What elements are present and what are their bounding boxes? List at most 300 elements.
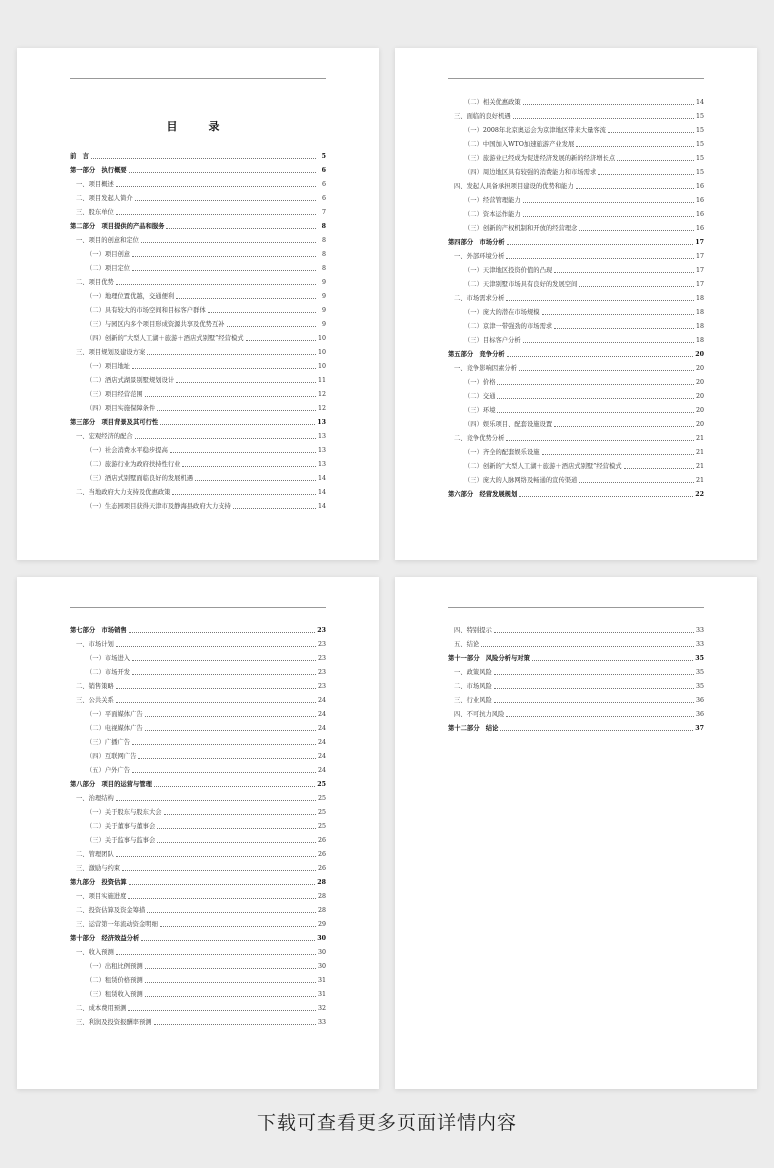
toc-entry (70, 943, 326, 957)
toc-dot-leader (116, 214, 316, 215)
toc-dot-leader (172, 494, 316, 495)
toc-dot-leader (494, 702, 694, 703)
toc-entry (70, 747, 326, 761)
toc-entry (70, 1013, 326, 1027)
header-rule (448, 607, 704, 608)
toc-entry-page-number: 13 (317, 447, 326, 454)
toc-entry-page-number: 30 (317, 949, 326, 956)
toc-entry-page-number: 13 (317, 419, 326, 426)
toc-dot-leader (598, 174, 694, 175)
toc-entry (448, 429, 704, 443)
toc-dot-leader (170, 452, 316, 453)
toc-dot-leader (160, 424, 315, 425)
toc-entry-title: （四）创新的“大型人工湖＋旅游＋酒店式别墅”经营模式 (86, 335, 244, 342)
toc-dot-leader (233, 508, 316, 509)
toc-entry-page-number: 9 (321, 279, 326, 286)
toc-dot-leader (506, 258, 694, 259)
toc-entry (448, 485, 704, 499)
toc-entry-page-number: 20 (695, 407, 704, 414)
toc-entry-page-number: 25 (317, 809, 326, 816)
toc-entry-page-number: 23 (317, 641, 326, 648)
toc-entry (448, 261, 704, 275)
toc-entry-title: （三）关于监事与监事会 (86, 837, 156, 844)
toc-entry (448, 635, 704, 649)
toc-entry-title: （一）出租比例预测 (86, 963, 143, 970)
toc-entry-title: 一、项目的创意和定位 (76, 237, 139, 244)
toc-entry (70, 817, 326, 831)
toc-entry (448, 691, 704, 705)
toc-entry-page-number: 30 (317, 963, 326, 970)
toc-entry-page-number: 15 (695, 155, 704, 162)
toc-entry-page-number: 12 (317, 405, 326, 412)
toc-dot-leader (116, 186, 316, 187)
toc-entry-title: （四）周边地区具有较强的消费能力和市场需求 (464, 169, 597, 176)
toc-entry-title: 第八部分 项目的运营与管理 (70, 781, 152, 788)
toc-entry (70, 357, 326, 371)
toc-dot-leader (617, 160, 694, 161)
toc-entry (448, 233, 704, 247)
toc-dot-leader (122, 870, 316, 871)
toc-dot-leader (579, 286, 694, 287)
toc-entry (70, 175, 326, 189)
toc-entry (70, 189, 326, 203)
toc-dot-leader (132, 256, 316, 257)
toc-entry-title: 三、股东单位 (76, 209, 114, 216)
toc-entry-page-number: 20 (695, 421, 704, 428)
toc-dot-leader (129, 172, 316, 173)
toc-entry-page-number: 31 (317, 977, 326, 984)
toc-entry-title: 一、政策风险 (454, 669, 492, 676)
toc-entry-title: 前 言 (70, 153, 89, 160)
toc-entry (448, 275, 704, 289)
toc-entry-title: 三、激励与约束 (76, 865, 121, 872)
toc-entry-page-number: 17 (695, 239, 704, 246)
toc-entry (448, 247, 704, 261)
toc-dot-leader (523, 216, 694, 217)
toc-entry-title: 二、项目发起人简介 (76, 195, 133, 202)
toc-entry-title: 五、结论 (454, 641, 480, 648)
toc-entry (448, 149, 704, 163)
toc-entry-title: （一）平面媒体广告 (86, 711, 143, 718)
toc-dot-leader (576, 146, 694, 147)
toc-dot-leader (246, 340, 316, 341)
toc-entry-title: （四）互联网广告 (86, 753, 137, 760)
toc-entry-title: （二）天津别墅市场具有良好的发展空间 (464, 281, 578, 288)
toc-heading: 目 录 (166, 120, 230, 133)
toc-entry (448, 359, 704, 373)
toc-entry (70, 371, 326, 385)
header-rule (448, 78, 704, 79)
toc-dot-leader (145, 396, 316, 397)
toc-entry-page-number: 6 (321, 195, 326, 202)
toc-entry-title: （四）项目实施保障条件 (86, 405, 156, 412)
toc-list (70, 621, 326, 1027)
toc-entry-title: （一）社会消费水平稳步提高 (86, 447, 168, 454)
toc-entry-title: （一）项目地址 (86, 363, 131, 370)
toc-dot-leader (523, 202, 694, 203)
toc-dot-leader (116, 688, 316, 689)
toc-entry-page-number: 24 (317, 753, 326, 760)
toc-dot-leader (145, 982, 316, 983)
toc-entry-title: 第九部分 投资估算 (70, 879, 127, 886)
toc-entry-page-number: 35 (695, 669, 704, 676)
toc-dot-leader (132, 674, 316, 675)
toc-dot-leader (157, 828, 316, 829)
toc-entry-page-number: 23 (317, 627, 326, 634)
toc-entry (70, 287, 326, 301)
toc-entry-page-number: 16 (695, 197, 704, 204)
toc-entry-title: 第七部分 市场销售 (70, 627, 127, 634)
toc-entry-title: （二）租赁价格预测 (86, 977, 143, 984)
toc-entry-title: （三）与园区内多个项目形成资源共享及优势互补 (86, 321, 225, 328)
toc-entry-page-number: 8 (321, 251, 326, 258)
toc-entry-page-number: 9 (321, 307, 326, 314)
toc-entry-page-number: 15 (695, 141, 704, 148)
toc-entry-page-number: 13 (317, 461, 326, 468)
toc-entry-page-number: 14 (695, 99, 704, 106)
toc-dot-leader (506, 300, 694, 301)
toc-entry-title: 第一部分 执行概要 (70, 167, 127, 174)
toc-dot-leader (135, 438, 316, 439)
toc-entry (70, 859, 326, 873)
toc-entry-page-number: 25 (317, 823, 326, 830)
toc-dot-leader (154, 786, 315, 787)
toc-dot-leader (519, 370, 694, 371)
toc-entry-title: （二）中国加入WTO加速旅游产业发展 (464, 141, 575, 148)
toc-dot-leader (494, 688, 694, 689)
toc-entry-page-number: 28 (317, 907, 326, 914)
toc-entry-page-number: 26 (317, 865, 326, 872)
toc-entry-page-number: 20 (695, 365, 704, 372)
toc-entry (448, 373, 704, 387)
toc-entry (70, 789, 326, 803)
toc-dot-leader (513, 118, 694, 119)
toc-entry (70, 161, 326, 175)
toc-entry-page-number: 20 (695, 393, 704, 400)
toc-entry-page-number: 23 (317, 669, 326, 676)
toc-entry-page-number: 15 (695, 113, 704, 120)
toc-list (70, 147, 326, 511)
toc-entry (70, 231, 326, 245)
toc-entry-page-number: 14 (317, 489, 326, 496)
toc-entry-title: 一、项目实施进度 (76, 893, 127, 900)
toc-entry-title: （三）目标客户分析 (464, 337, 521, 344)
toc-entry-page-number: 21 (695, 435, 704, 442)
toc-dot-leader (542, 314, 694, 315)
toc-dot-leader (519, 496, 693, 497)
toc-entry-page-number: 10 (317, 349, 326, 356)
toc-entry-title: 二、项目优势 (76, 279, 114, 286)
toc-entry-page-number: 24 (317, 697, 326, 704)
toc-entry-title: 第十部分 经济效益分析 (70, 935, 140, 942)
toc-dot-leader (164, 814, 316, 815)
toc-dot-leader (154, 1024, 316, 1025)
toc-entry-title: 第四部分 市场分析 (448, 239, 505, 246)
toc-entry (70, 455, 326, 469)
toc-entry-title: （一）2008年北京奥运会为京津地区带来大量客流 (464, 127, 606, 134)
toc-entry-page-number: 23 (317, 683, 326, 690)
toc-dot-leader (132, 660, 316, 661)
toc-entry-title: （三）旅游业已经成为促进经济发展的新的经济增长点 (464, 155, 616, 162)
toc-entry (70, 621, 326, 635)
toc-entry (70, 343, 326, 357)
toc-dot-leader (132, 270, 316, 271)
toc-dot-leader (145, 996, 316, 997)
toc-dot-leader (176, 298, 316, 299)
toc-entry-page-number: 33 (317, 1019, 326, 1026)
toc-entry-page-number: 25 (317, 781, 326, 788)
toc-entry (70, 775, 326, 789)
toc-entry (448, 457, 704, 471)
toc-entry (70, 497, 326, 511)
toc-entry-page-number: 10 (317, 363, 326, 370)
toc-entry-page-number: 11 (317, 377, 326, 384)
toc-entry (70, 985, 326, 999)
toc-entry-title: （五）户外广告 (86, 767, 131, 774)
toc-entry (70, 929, 326, 943)
toc-entry-page-number: 24 (317, 711, 326, 718)
toc-entry (448, 387, 704, 401)
toc-entry (70, 413, 326, 427)
toc-entry (70, 915, 326, 929)
toc-entry-page-number: 16 (695, 211, 704, 218)
toc-dot-leader (481, 646, 694, 647)
toc-entry (448, 163, 704, 177)
toc-entry-page-number: 15 (695, 127, 704, 134)
toc-dot-leader (500, 730, 693, 731)
toc-entry-title: 第五部分 竞争分析 (448, 351, 505, 358)
toc-entry-page-number: 21 (695, 463, 704, 470)
toc-dot-leader (523, 104, 694, 105)
toc-entry-page-number: 8 (321, 223, 326, 230)
toc-entry-title: 第六部分 经营发展规划 (448, 491, 518, 498)
toc-entry (448, 471, 704, 485)
toc-entry (70, 483, 326, 497)
toc-entry (70, 719, 326, 733)
toc-entry (70, 649, 326, 663)
toc-dot-leader (166, 228, 316, 229)
toc-entry (70, 203, 326, 217)
toc-entry-page-number: 24 (317, 767, 326, 774)
toc-entry-title: 三、行业风险 (454, 697, 492, 704)
toc-entry-page-number: 37 (695, 725, 704, 732)
toc-entry-page-number: 21 (695, 449, 704, 456)
toc-dot-leader (554, 328, 694, 329)
toc-entry (70, 971, 326, 985)
toc-dot-leader (129, 632, 316, 633)
toc-entry-page-number: 14 (317, 503, 326, 510)
toc-entry-title: 二、市场需求分析 (454, 295, 505, 302)
toc-entry (70, 427, 326, 441)
toc-entry-page-number: 36 (695, 711, 704, 718)
toc-entry (70, 803, 326, 817)
toc-dot-leader (132, 772, 316, 773)
toc-dot-leader (227, 326, 316, 327)
toc-entry-title: 第十二部分 结论 (448, 725, 499, 732)
toc-entry (448, 93, 704, 107)
toc-entry-page-number: 26 (317, 851, 326, 858)
toc-entry-title: 一、宏观经济的配合 (76, 433, 133, 440)
toc-dot-leader (506, 716, 694, 717)
toc-entry-page-number: 28 (317, 879, 326, 886)
toc-entry-page-number: 15 (695, 169, 704, 176)
toc-entry-title: 二、销售策略 (76, 683, 114, 690)
toc-entry-title: （一）关于股东与股东大会 (86, 809, 162, 816)
toc-entry-title: （二）相关优惠政策 (464, 99, 521, 106)
toc-entry-page-number: 33 (695, 627, 704, 634)
toc-entry-page-number: 16 (695, 225, 704, 232)
toc-entry-page-number: 5 (321, 153, 326, 160)
toc-entry-page-number: 17 (695, 253, 704, 260)
toc-entry (70, 691, 326, 705)
toc-entry (448, 719, 704, 733)
toc-dot-leader (147, 354, 316, 355)
toc-entry-title: （二）资本运作能力 (464, 211, 521, 218)
toc-dot-leader (507, 244, 694, 245)
toc-dot-leader (116, 800, 316, 801)
toc-dot-leader (145, 730, 316, 731)
toc-entry-page-number: 12 (317, 391, 326, 398)
toc-entry (448, 345, 704, 359)
toc-dot-leader (91, 158, 316, 159)
toc-entry-title: 一、收入预测 (76, 949, 114, 956)
toc-entry (70, 663, 326, 677)
toc-entry-title: 三、公共关系 (76, 697, 114, 704)
toc-dot-leader (147, 912, 316, 913)
toc-entry-title: 四、不可抗力风险 (454, 711, 505, 718)
toc-entry-page-number: 6 (321, 167, 326, 174)
toc-entry (70, 887, 326, 901)
toc-entry (70, 315, 326, 329)
toc-dot-leader (176, 382, 316, 383)
toc-entry (70, 273, 326, 287)
toc-entry-page-number: 31 (317, 991, 326, 998)
toc-entry-title: 二、市场风险 (454, 683, 492, 690)
toc-dot-leader (532, 660, 693, 661)
toc-list (448, 621, 704, 733)
toc-entry-title: 第十一部分 风险分析与对策 (448, 655, 530, 662)
toc-entry-page-number: 8 (321, 237, 326, 244)
toc-entry-title: （二）具有较大的市场空间和目标客户群体 (86, 307, 206, 314)
toc-entry-page-number: 18 (695, 337, 704, 344)
toc-entry-title: （三）创新的产权机制和开放的经营理念 (464, 225, 578, 232)
toc-entry (448, 317, 704, 331)
toc-dot-leader (145, 968, 316, 969)
toc-entry-title: 第二部分 项目提供的产品和服务 (70, 223, 165, 230)
toc-entry-title: （二）电视媒体广告 (86, 725, 143, 732)
toc-entry-page-number: 18 (695, 309, 704, 316)
toc-entry-title: 四、发起人具备承担项目建设的优势和能力 (454, 183, 574, 190)
toc-dot-leader (145, 716, 316, 717)
toc-entry (448, 289, 704, 303)
toc-entry (448, 621, 704, 635)
toc-entry (448, 107, 704, 121)
toc-entry-page-number: 17 (695, 267, 704, 274)
toc-entry (448, 135, 704, 149)
toc-dot-leader (624, 468, 694, 469)
toc-entry (448, 677, 704, 691)
toc-entry-page-number: 16 (695, 183, 704, 190)
toc-dot-leader (507, 356, 694, 357)
toc-entry-page-number: 22 (695, 491, 704, 498)
toc-dot-leader (141, 940, 315, 941)
header-rule (70, 607, 326, 608)
toc-entry (70, 705, 326, 719)
toc-entry-page-number: 24 (317, 739, 326, 746)
toc-entry-title: 一、治理结构 (76, 795, 114, 802)
toc-entry-title: （一）价格 (464, 379, 496, 386)
toc-dot-leader (116, 856, 316, 857)
toc-dot-leader (195, 480, 316, 481)
toc-entry (70, 999, 326, 1013)
toc-entry (70, 147, 326, 161)
toc-entry-title: （二）旅游行业为政府扶持性行业 (86, 461, 181, 468)
toc-dot-leader (208, 312, 316, 313)
toc-entry (70, 901, 326, 915)
toc-dot-leader (116, 284, 316, 285)
toc-dot-leader (116, 702, 316, 703)
toc-entry-page-number: 17 (695, 281, 704, 288)
toc-entry (70, 217, 326, 231)
toc-entry (70, 301, 326, 315)
toc-entry-title: （一）市场进入 (86, 655, 131, 662)
toc-entry (448, 219, 704, 233)
toc-entry (448, 415, 704, 429)
toc-entry (70, 259, 326, 273)
toc-entry-title: （二）交通 (464, 393, 496, 400)
toc-entry-page-number: 10 (317, 335, 326, 342)
toc-entry-title: （一）天津地区投资价值的凸现 (464, 267, 553, 274)
toc-entry (70, 761, 326, 775)
toc-entry-page-number: 21 (695, 477, 704, 484)
toc-entry-title: 二、成本费用预测 (76, 1005, 127, 1012)
document-page-3 (17, 577, 379, 1089)
toc-entry-title: 二、竞争优势分析 (454, 435, 505, 442)
toc-entry-page-number: 28 (317, 893, 326, 900)
toc-entry-title: 二、投资估算及资金筹措 (76, 907, 146, 914)
toc-entry (70, 873, 326, 887)
toc-entry-title: 二、当地政府大力支持及优惠政策 (76, 489, 171, 496)
toc-entry-title: （一）地理位置优越，交通便利 (86, 293, 175, 300)
toc-dot-leader (497, 398, 694, 399)
toc-dot-leader (554, 272, 694, 273)
toc-entry-title: 第三部分 项目背景及其可行性 (70, 419, 159, 426)
toc-entry (448, 705, 704, 719)
toc-entry-title: 一、市场计划 (76, 641, 114, 648)
toc-dot-leader (523, 342, 694, 343)
toc-entry-title: （一）生态园项目获得天津市及静海县政府大力支持 (86, 503, 231, 510)
toc-entry-title: （二）创新的“大型人工湖＋旅游＋酒店式别墅”经营模式 (464, 463, 622, 470)
toc-entry-page-number: 6 (321, 181, 326, 188)
toc-entry (70, 441, 326, 455)
toc-entry (448, 303, 704, 317)
toc-entry (70, 329, 326, 343)
toc-entry-title: （三）酒店式别墅面临良好的发展机遇 (86, 475, 194, 482)
document-page-1 (17, 48, 379, 560)
toc-entry (70, 385, 326, 399)
toc-entry-page-number: 23 (317, 655, 326, 662)
toc-entry-title: （二）项目定位 (86, 265, 131, 272)
toc-entry-title: （三）环境 (464, 407, 496, 414)
toc-dot-leader (129, 884, 316, 885)
toc-entry-title: 四、特别提示 (454, 627, 492, 634)
toc-entry (448, 401, 704, 415)
toc-entry (448, 663, 704, 677)
toc-dot-leader (497, 384, 694, 385)
toc-entry-title: 二、管理团队 (76, 851, 114, 858)
toc-entry-title: （三）广播广告 (86, 739, 131, 746)
toc-entry (448, 649, 704, 663)
